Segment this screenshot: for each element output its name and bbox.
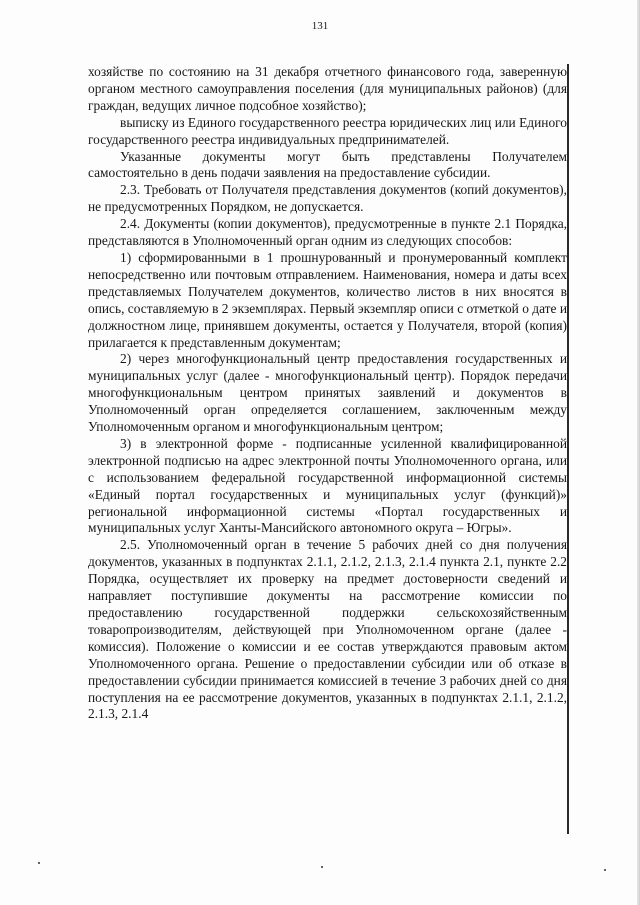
paragraph-method-3: 3) в электронной форме - подписанные усиленной квалифицированной электронной подписью на адрес электронной почты Уполномоченного органа, или с использованием федеральной государственной информационной системы «Единый портал государственных и муниципальных услуг (функций)» региональной информационной системы «Портал государственных и муниципальных услуг Ханты-Мансийского автономного округа – Югры». — [88, 435, 567, 536]
paragraph-documents-submitted: Указанные документы могут быть представлены Получателем самостоятельно в день подачи заявления на предоставление субсидии. — [88, 148, 567, 181]
scan-speck — [321, 866, 323, 868]
scan-speck — [604, 869, 606, 871]
document-body — [88, 64, 567, 723]
right-margin-rule — [567, 64, 569, 834]
paragraph-method-2: 2) через многофункциональный центр предоставления государственных и муниципальных услуг (далее - многофункциональный центр). Порядок передачи многофункциональным центром принятых заявлений и документов в Уполномоченный орган определяется соглашением, заключенным между Уполномоченным органом и многофункциональным центром; — [88, 351, 567, 435]
page-number: 131 — [311, 20, 329, 32]
scan-speck — [38, 862, 40, 864]
paragraph-2-4: 2.4. Документы (копии документов), предусмотренные в пункте 2.1 Порядка, представляются в Уполномоченный орган одним из следующих способов: — [88, 216, 567, 249]
paragraph-2-5: 2.5. Уполномоченный орган в течение 5 рабочих дней со дня получения документов, указанных в подпунктах 2.1.1, 2.1.2, 2.1.3, 2.1.4 пункта 2.1, пункте 2.2 Порядка, осуществляет их проверку на предмет достоверности сведений и направляет поступившие документы на рассмотрение комиссии по предоставлению государственной поддержки сельскохозяйственным товаропроизводителям, действующей при Уполномоченном органе (далее - комиссия). Положение о комиссии и ее состав утверждаются правовым актом Уполномоченного органа. Решение о предоставлении субсидии или об отказе в предоставлении субсидии принимается комиссией в течение 3 рабочих дней со дня поступления на ее рассмотрение документов, указанных в подпунктах 2.1.1, 2.1.2, 2.1.3, 2.1.4 — [88, 537, 567, 722]
paragraph-household-extract-continued: хозяйстве по состоянию на 31 декабря отчетного финансового года, заверенную органом местного самоуправления поселения (для муниципальных районов) (для граждан, ведущих личное подсобное хозяйство); — [88, 64, 567, 113]
paragraph-2-3: 2.3. Требовать от Получателя представления документов (копий документов), не предусмотренных Порядком, не допускается. — [88, 182, 567, 215]
paragraph-registry-extract: выписку из Единого государственного реестра юридических лиц или Единого государственного реестра индивидуальных предпринимателей. — [88, 114, 567, 147]
paragraph-method-1: 1) сформированными в 1 прошнурованный и пронумерованный комплект непосредственно или почтовым отправлением. Наименования, номера и даты всех представляемых Получателем документов, количество листов в них вносятся в опись, составляемую в 2 экземплярах. Первый экземпляр описи с отметкой о дате и должностном лице, принявшем документы, остается у Получателя, второй (копия) прилагается к представленным документам; — [88, 249, 567, 350]
